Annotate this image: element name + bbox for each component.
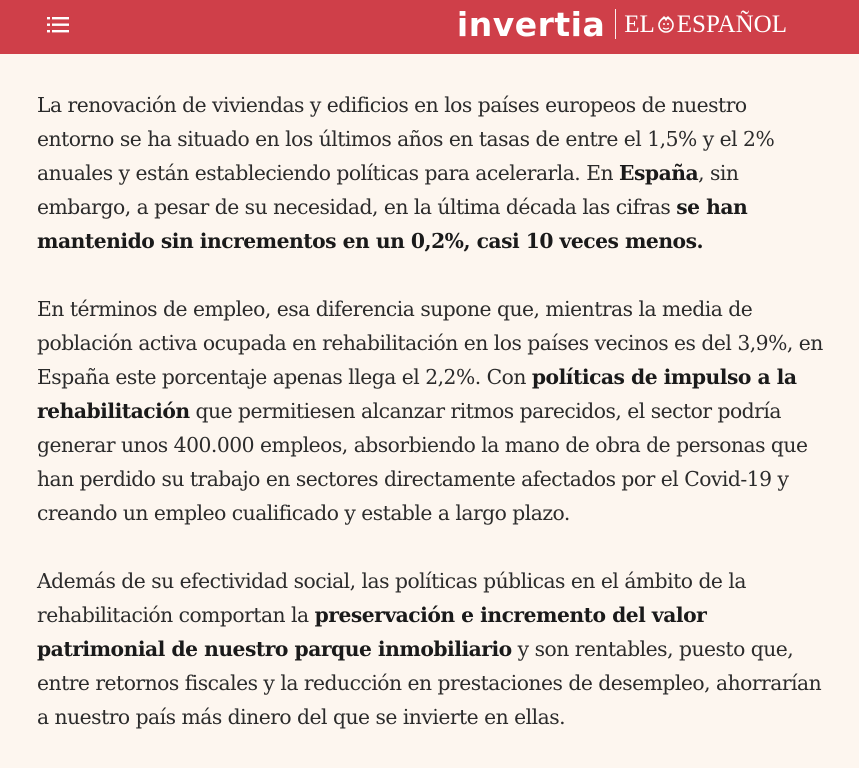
logo-el-text: EL: [624, 10, 655, 38]
el-espanol-logo: [624, 12, 787, 37]
bold-text: se han mantenido sin incrementos en un 0,2%, casi 10 veces menos.: [37, 195, 748, 253]
article-paragraph: La renovación de viviendas y edificios en los países europeos de nuestro entorno se ha situado en los últimos años en tasas de entre el 1,5% y el 2% anuales y están estableciendo políticas para acelerarla. En España, sin embargo, a pesar de su necesidad, en la última década las cifras se han mantenido sin incrementos en un 0,2%, casi 10 veces menos.: [37, 93, 775, 253]
bold-text: políticas de impulso a la rehabilitación: [37, 365, 797, 423]
article-paragraph: En términos de empleo, esa diferencia supone que, mientras la media de población activa ocupada en rehabilitación en los países vecinos es del 3,9%, en España este porcentaje apenas llega el 2,2%. Con políticas de impulso a la rehabilitación que permitiesen alcanzar ritmos parecidos, el sector podría generar unos 400.000 empleos, absorbiendo la mano de obra de personas que han perdido su trabajo en sectores directamente afectados por el Covid-19 y creando un empleo cualificado y estable a largo plazo.: [37, 297, 823, 525]
invertia-logo: invertia: [456, 4, 606, 44]
brand-logo[interactable]: [457, 2, 787, 46]
article-body: [37, 88, 827, 768]
article-paragraph: Además de su efectividad social, las políticas públicas en el ámbito de la rehabilitación comportan la preservación e incremento del valor patrimonial de nuestro parque inmobiliario y son rentables, puesto que, entre retornos fiscales y la reducción en prestaciones de desempleo, ahorrarían a nuestro país más dinero del que se invierte en ellas.: [37, 569, 822, 729]
hamburger-menu-icon[interactable]: [47, 14, 71, 36]
lion-icon: [656, 14, 676, 34]
top-bar: [0, 0, 859, 54]
logo-espanol-text: ESPAÑOL: [676, 10, 787, 38]
bold-text: preservación e incremento del valor patrimonial de nuestro parque inmobiliario: [37, 603, 707, 661]
logo-divider: [615, 9, 616, 39]
bold-text: España: [619, 161, 699, 185]
